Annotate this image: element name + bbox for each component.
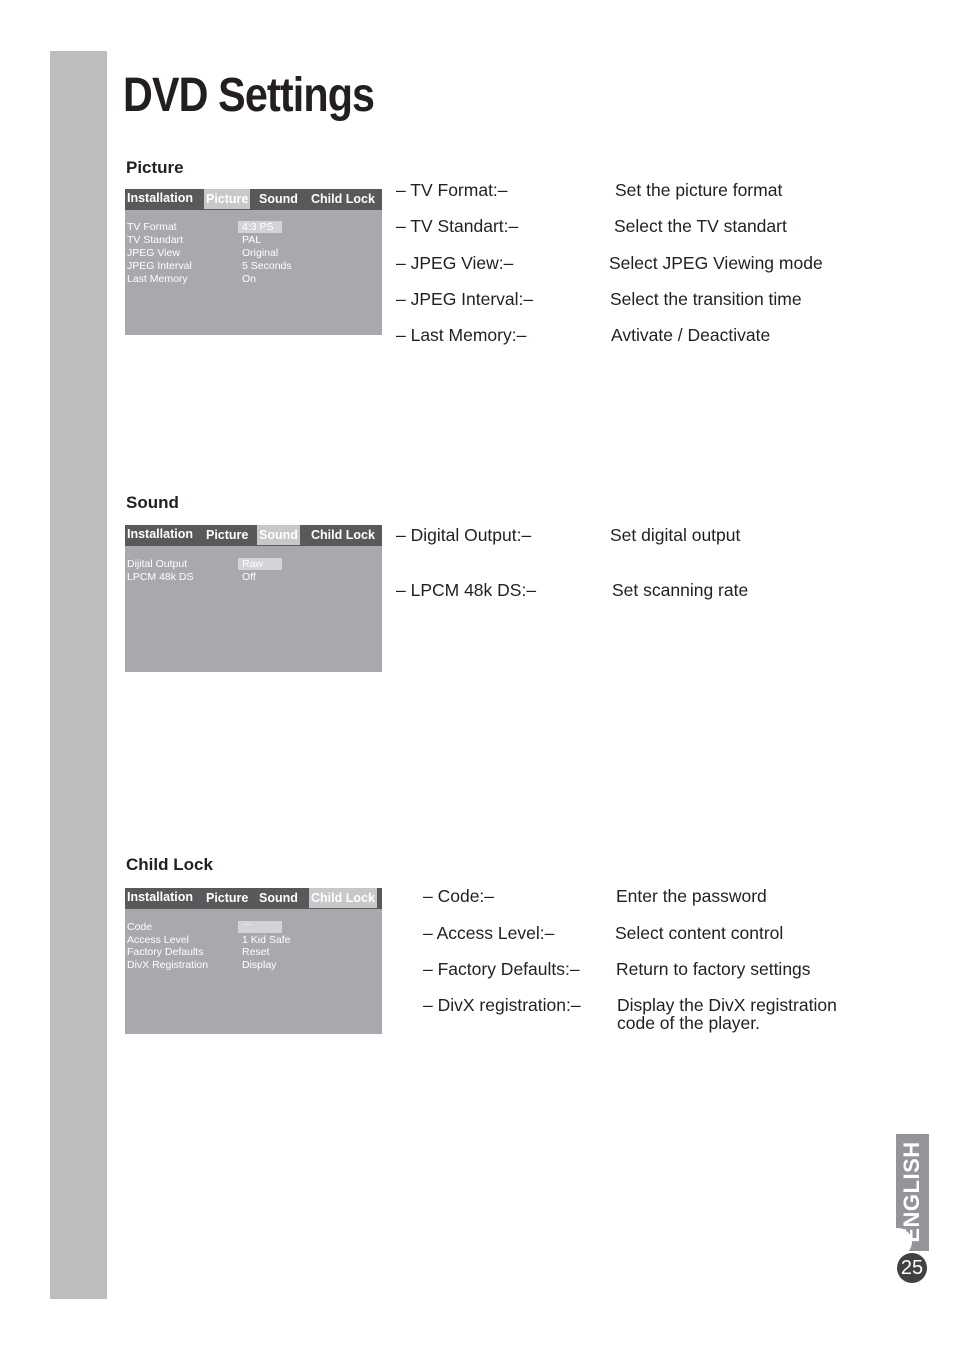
desc-label-digital-output: – Digital Output:– <box>396 525 532 545</box>
desc-text-tv-standart: Select the TV standart <box>614 216 787 236</box>
tab-child-lock[interactable]: Child Lock <box>311 192 375 206</box>
menu-item-jpeg-view[interactable]: JPEG View <box>127 247 180 259</box>
desc-label-tv-standart: – TV Standart:– <box>396 216 519 236</box>
tab-installation[interactable]: Installation <box>127 191 193 205</box>
menu-item-divx-registration[interactable]: DivX Registration <box>127 959 209 971</box>
tab-sound[interactable]: Sound <box>259 192 298 206</box>
menu-item-last-memory[interactable]: Last Memory <box>127 273 188 285</box>
tab-child-lock[interactable]: Child Lock <box>309 888 377 908</box>
tab-installation[interactable]: Installation <box>127 890 193 904</box>
section-heading-sound: Sound <box>126 493 179 512</box>
menu-value-last-memory: On <box>242 273 257 285</box>
menu-value-access-level: 1 Kid Safe <box>242 934 291 946</box>
desc-label-jpeg-view: – JPEG View:– <box>396 253 514 273</box>
tab-sound[interactable]: Sound <box>257 525 300 545</box>
desc-text-last-memory: Avtivate / Deactivate <box>611 325 771 345</box>
osd-menu-sound <box>125 525 382 672</box>
menu-item-tv-format[interactable]: TV Format <box>127 221 177 233</box>
desc-label-factory-defaults: – Factory Defaults:– <box>423 959 580 979</box>
desc-text-jpeg-view: Select JPEG Viewing mode <box>609 253 823 273</box>
menu-item-factory-defaults[interactable]: Factory Defaults <box>127 946 204 958</box>
osd-menu-child-lock <box>125 888 382 1034</box>
osd-tab-bar <box>125 888 382 909</box>
desc-label-jpeg-interval: – JPEG Interval:– <box>396 289 534 309</box>
desc-text-divx-registration-line2: code of the player. <box>617 1013 761 1033</box>
page-number: 25 <box>897 1253 927 1283</box>
desc-label-code: – Code:– <box>423 886 495 906</box>
menu-item-digital-output[interactable]: Dijital Output <box>127 558 188 570</box>
osd-tab-bar <box>125 525 382 546</box>
menu-value-lpcm: Off <box>242 571 256 583</box>
desc-label-divx-registration: – DivX registration:– <box>423 995 581 1015</box>
menu-item-code[interactable]: Code <box>127 921 153 933</box>
menu-item-tv-standart[interactable]: TV Standart <box>127 234 184 246</box>
section-heading-picture: Picture <box>126 158 184 177</box>
osd-tab-bar <box>125 189 382 210</box>
sidebar-strip <box>50 51 107 1299</box>
menu-value-factory-defaults: Reset <box>242 946 270 958</box>
menu-value-tv-standart: PAL <box>242 234 262 246</box>
tab-picture[interactable]: Picture <box>204 189 250 209</box>
desc-text-lpcm: Set scanning rate <box>612 580 749 600</box>
menu-item-jpeg-interval[interactable]: JPEG Interval <box>127 260 192 272</box>
menu-item-lpcm[interactable]: LPCM 48k DS <box>127 571 194 583</box>
desc-text-access-level: Select content control <box>615 923 784 943</box>
menu-value-tv-format: 4:3 PS <box>238 221 282 233</box>
tab-picture[interactable]: Picture <box>206 891 249 905</box>
desc-label-tv-format: – TV Format:– <box>396 180 508 200</box>
section-heading-child-lock: Child Lock <box>126 855 213 874</box>
desc-text-digital-output: Set digital output <box>610 525 741 545</box>
page-title: DVD Settings <box>123 69 375 122</box>
menu-value-code: ---- <box>238 921 282 933</box>
menu-value-divx-registration: Display <box>242 959 277 971</box>
tab-installation[interactable]: Installation <box>127 527 193 541</box>
desc-text-divx-registration: Display the DivX registration <box>617 995 837 1015</box>
tab-child-lock[interactable]: Child Lock <box>311 528 375 542</box>
desc-text-code: Enter the password <box>616 886 767 906</box>
tab-picture[interactable]: Picture <box>206 528 249 542</box>
desc-text-jpeg-interval: Select the transition time <box>610 289 802 309</box>
language-label: ENGLISH <box>899 1141 924 1243</box>
menu-value-digital-output: Raw <box>238 558 282 570</box>
desc-label-lpcm: – LPCM 48k DS:– <box>396 580 537 600</box>
menu-item-access-level[interactable]: Access Level <box>127 934 189 946</box>
menu-value-jpeg-interval: 5 Seconds <box>242 260 292 272</box>
desc-text-tv-format: Set the picture format <box>615 180 783 200</box>
desc-text-factory-defaults: Return to factory settings <box>616 959 811 979</box>
desc-label-last-memory: – Last Memory:– <box>396 325 527 345</box>
tab-sound[interactable]: Sound <box>259 891 298 905</box>
osd-menu-picture <box>125 189 382 335</box>
desc-label-access-level: – Access Level:– <box>423 923 555 943</box>
menu-value-jpeg-view: Original <box>242 247 279 259</box>
